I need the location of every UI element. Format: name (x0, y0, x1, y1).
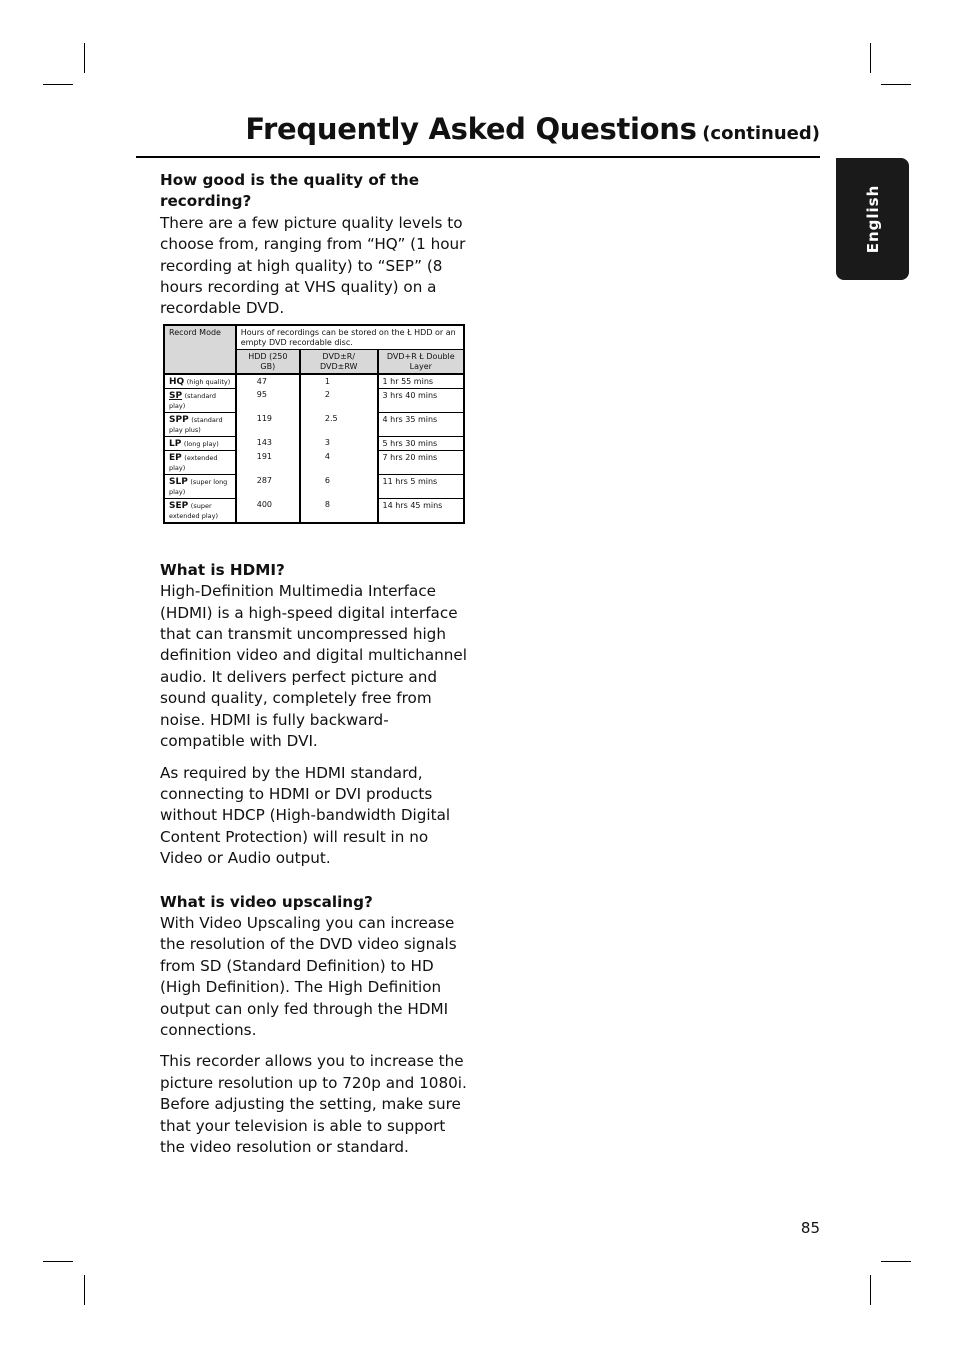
hdd-hours-cell: 287 (236, 474, 300, 498)
table-header-dl: DVD+R Ł Double Layer (378, 349, 464, 374)
crop-mark (43, 1261, 73, 1262)
table-row (164, 450, 464, 474)
dvd-hours-cell: 1 (300, 374, 378, 389)
crop-mark (84, 43, 85, 73)
crop-mark (881, 84, 911, 85)
page-title-continued: (continued) (702, 123, 820, 144)
mode-code: HQ (169, 376, 185, 387)
mode-desc: (high quality) (186, 377, 231, 386)
table-header-mode: Record Mode (164, 325, 236, 374)
mode-code: SP (169, 390, 183, 401)
dl-hours-cell: 14 hrs 45 mins (378, 498, 464, 523)
dl-hours-cell: 4 hrs 35 mins (378, 412, 464, 436)
mode-code: SEP (169, 500, 189, 511)
mode-desc: (standard play plus) (169, 415, 223, 434)
language-tab-label: English (863, 184, 882, 254)
table-row (164, 498, 464, 523)
mode-cell (164, 474, 236, 498)
mode-code: SLP (169, 476, 188, 487)
dl-hours-cell: 11 hrs 5 mins (378, 474, 464, 498)
faq-heading-hdmi: What is HDMI? (160, 560, 285, 579)
hdd-hours-cell: 191 (236, 450, 300, 474)
hdd-hours-cell: 400 (236, 498, 300, 523)
page-number: 85 (800, 1219, 820, 1237)
mode-cell (164, 388, 236, 412)
mode-desc: (super extended play) (169, 501, 219, 520)
mode-cell (164, 498, 236, 523)
mode-code: EP (169, 452, 182, 463)
table-row (164, 374, 464, 389)
mode-cell (164, 374, 236, 389)
dvd-hours-cell: 6 (300, 474, 378, 498)
mode-desc: (super long play) (169, 477, 228, 496)
mode-cell (164, 450, 236, 474)
faq-text: With Video Upscaling you can increase the resolution of the DVD video signals from SD (Standard Definition) to HD (High Definition). The High Definition output can only fed through the HDMI connections. (160, 913, 457, 1039)
dl-hours-cell: 5 hrs 30 mins (378, 436, 464, 450)
mode-cell (164, 412, 236, 436)
hdd-hours-cell: 119 (236, 412, 300, 436)
faq-text: There are a few picture quality levels to choose from, ranging from “HQ” (1 hour recording at high quality) to “SEP” (8 hours recording at VHS quality) on a recordable DVD. (160, 213, 466, 318)
crop-mark (84, 1275, 85, 1305)
title-rule (136, 156, 820, 158)
faq-content (160, 170, 470, 1158)
table-header-dvd: DVD±R/ DVD±RW (300, 349, 378, 374)
faq-heading-quality: How good is the quality of the recording? (160, 171, 420, 211)
page-title (136, 112, 820, 146)
dl-hours-cell: 1 hr 55 mins (378, 374, 464, 389)
dvd-hours-cell: 4 (300, 450, 378, 474)
crop-mark (870, 1275, 871, 1305)
page-title-main: Frequently Asked Questions (245, 112, 697, 146)
table-header-hdd: HDD (250 GB) (236, 349, 300, 374)
hdd-hours-cell: 95 (236, 388, 300, 412)
table-header-hours: Hours of recordings can be stored on the Ł HDD or an empty DVD recordable disc. (236, 325, 464, 350)
faq-text: As required by the HDMI standard, connecting to HDMI or DVI products without HDCP (High-bandwidth Digital Content Protection) will result in no Video or Audio output. (160, 763, 451, 868)
mode-desc: (long play) (183, 439, 219, 448)
crop-mark (870, 43, 871, 73)
table-row (164, 412, 464, 436)
dvd-hours-cell: 2.5 (300, 412, 378, 436)
dvd-hours-cell: 2 (300, 388, 378, 412)
crop-mark (43, 84, 73, 85)
dl-hours-cell: 7 hrs 20 mins (378, 450, 464, 474)
faq-text: This recorder allows you to increase the picture resolution up to 720p and 1080i. Before adjusting the setting, make sure that your television is able to support the video resolution or standard. (160, 1052, 467, 1156)
mode-desc: (standard play) (169, 391, 216, 410)
table-row (164, 388, 464, 412)
mode-code: SPP (169, 414, 189, 425)
mode-cell (164, 436, 236, 450)
dvd-hours-cell: 8 (300, 498, 378, 523)
table-row (164, 474, 464, 498)
language-tab (836, 158, 909, 280)
crop-mark (881, 1261, 911, 1262)
faq-heading-upscaling: What is video upscaling? (160, 892, 373, 911)
dl-hours-cell: 3 hrs 40 mins (378, 388, 464, 412)
dvd-hours-cell: 3 (300, 436, 378, 450)
hdd-hours-cell: 143 (236, 436, 300, 450)
hdd-hours-cell: 47 (236, 374, 300, 389)
record-mode-table (163, 324, 465, 524)
mode-code: LP (169, 438, 182, 449)
mode-desc: (extended play) (169, 453, 218, 472)
faq-text: High-Definition Multimedia Interface (HDMI) is a high-speed digital interface that can transmit uncompressed high definition video and digital multichannel audio. It delivers perfect picture and sound quality, completely free from noise. HDMI is fully backward-compatible with DVI. (160, 582, 467, 751)
table-row (164, 436, 464, 450)
